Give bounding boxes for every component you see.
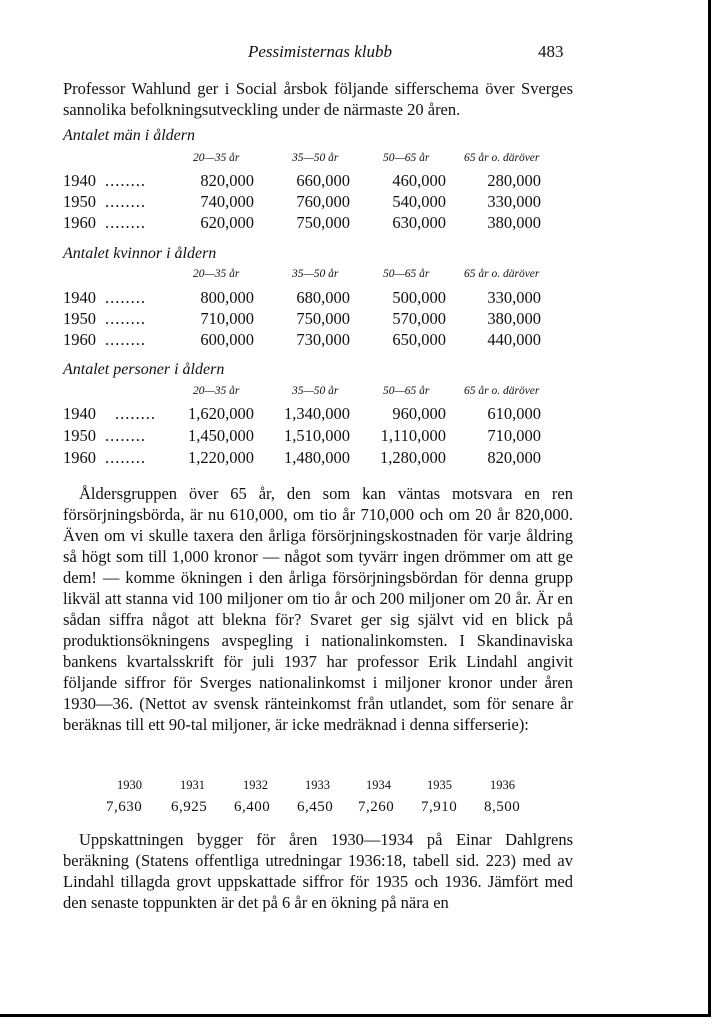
row-dots: ........ bbox=[105, 309, 146, 328]
row-year: 1960 bbox=[63, 213, 96, 232]
cell-value: 600,000 bbox=[200, 330, 254, 349]
cell-value: 540,000 bbox=[392, 192, 446, 211]
col-head-50-65: 50—65 år bbox=[383, 385, 430, 397]
row-dots: ........ bbox=[105, 192, 146, 211]
cell-value: 380,000 bbox=[487, 309, 541, 328]
row-dots: ........ bbox=[115, 404, 156, 423]
cell-value: 610,000 bbox=[487, 404, 541, 423]
body-paragraph-2: Åldersgruppen över 65 år, den som kan väntas motsvara en ren försörjningsbörda, är nu 610,000, om tio år 710,000 och om 20 år 820,000. Även om vi skulle taxera den årliga försörjningskostnaden för varje åldring så högt som till 1,000 kronor — något som tyvärr ingen drömmer om att ge dem! — komme ökningen i den årliga försörjningsbördan för denna grupp likväl att stanna vid 100 miljoner om tio år och 200 miljoner om 20 år. Är en sådan siffra något att blekna för? Svaret ger sig självt vid en blick på produktionsökningens avspegling i nationalinkomsten. I Skandinaviska bankens kvartalsskrift för juli 1937 har professor Erik Lindahl angivit följande siffror för Sverges nationalinkomst i miljoner kronor under åren 1930—36. (Nettot av svensk ränteinkomst från utlandet, som för senare år beräknas till ett 90-tal miljoner, är icke medräknad i denna sifferserie): bbox=[63, 484, 573, 734]
col-head-65-plus: 65 år o. däröver bbox=[464, 268, 540, 280]
row-year: 1940 bbox=[63, 171, 96, 190]
income-value: 6,400 bbox=[234, 799, 271, 815]
cell-value: 730,000 bbox=[296, 330, 350, 349]
cell-value: 820,000 bbox=[200, 171, 254, 190]
cell-value: 740,000 bbox=[200, 192, 254, 211]
row-dots: ........ bbox=[105, 426, 146, 445]
income-year: 1930 bbox=[117, 778, 142, 792]
cell-value: 1,280,000 bbox=[380, 448, 446, 467]
row-dots: ........ bbox=[105, 448, 146, 467]
row-year: 1950 bbox=[63, 192, 96, 211]
cell-value: 500,000 bbox=[392, 288, 446, 307]
income-value: 6,450 bbox=[297, 799, 334, 815]
cell-value: 330,000 bbox=[487, 192, 541, 211]
income-year: 1931 bbox=[180, 778, 205, 792]
row-dots: ........ bbox=[105, 171, 146, 190]
row-year: 1950 bbox=[63, 426, 96, 445]
cell-value: 630,000 bbox=[392, 213, 446, 232]
cell-value: 380,000 bbox=[487, 213, 541, 232]
row-dots: ........ bbox=[105, 330, 146, 349]
cell-value: 440,000 bbox=[487, 330, 541, 349]
cell-value: 1,110,000 bbox=[380, 426, 446, 445]
col-head-50-65: 50—65 år bbox=[383, 152, 430, 164]
income-value: 7,260 bbox=[358, 799, 395, 815]
cell-value: 800,000 bbox=[200, 288, 254, 307]
cell-value: 280,000 bbox=[487, 171, 541, 190]
income-value: 7,910 bbox=[421, 799, 458, 815]
cell-value: 750,000 bbox=[296, 309, 350, 328]
col-head-20-35: 20—35 år bbox=[193, 152, 240, 164]
section-title-men: Antalet män i åldern bbox=[63, 127, 195, 144]
cell-value: 1,220,000 bbox=[188, 448, 254, 467]
page-number: 483 bbox=[538, 42, 564, 61]
income-value: 7,630 bbox=[106, 799, 143, 815]
col-head-65-plus: 65 år o. däröver bbox=[464, 152, 540, 164]
cell-value: 460,000 bbox=[392, 171, 446, 190]
cell-value: 660,000 bbox=[296, 171, 350, 190]
col-head-35-50: 35—50 år bbox=[292, 268, 339, 280]
income-year: 1932 bbox=[243, 778, 268, 792]
row-year: 1960 bbox=[63, 330, 96, 349]
cell-value: 1,510,000 bbox=[284, 426, 350, 445]
income-value: 6,925 bbox=[171, 799, 208, 815]
row-year: 1950 bbox=[63, 309, 96, 328]
intro-paragraph: Professor Wahlund ger i Social årsbok följande sifferschema över Sverges sannolika befolkningsutveckling under de närmaste 20 åren. bbox=[63, 79, 573, 119]
cell-value: 1,480,000 bbox=[284, 448, 350, 467]
cell-value: 1,620,000 bbox=[188, 404, 254, 423]
income-year: 1933 bbox=[305, 778, 330, 792]
cell-value: 820,000 bbox=[487, 448, 541, 467]
cell-value: 1,450,000 bbox=[188, 426, 254, 445]
cell-value: 710,000 bbox=[200, 309, 254, 328]
income-year: 1935 bbox=[427, 778, 452, 792]
cell-value: 620,000 bbox=[200, 213, 254, 232]
row-dots: ........ bbox=[105, 213, 146, 232]
cell-value: 710,000 bbox=[487, 426, 541, 445]
cell-value: 330,000 bbox=[487, 288, 541, 307]
cell-value: 960,000 bbox=[392, 404, 446, 423]
cell-value: 570,000 bbox=[392, 309, 446, 328]
col-head-35-50: 35—50 år bbox=[292, 152, 339, 164]
income-value: 8,500 bbox=[484, 799, 521, 815]
income-year: 1934 bbox=[366, 778, 391, 792]
row-dots: ........ bbox=[105, 288, 146, 307]
cell-value: 750,000 bbox=[296, 213, 350, 232]
cell-value: 760,000 bbox=[296, 192, 350, 211]
running-title: Pessimisternas klubb bbox=[247, 42, 393, 61]
cell-value: 650,000 bbox=[392, 330, 446, 349]
col-head-50-65: 50—65 år bbox=[383, 268, 430, 280]
row-year: 1940 bbox=[63, 404, 96, 423]
col-head-35-50: 35—50 år bbox=[292, 385, 339, 397]
income-year: 1936 bbox=[490, 778, 515, 792]
cell-value: 1,340,000 bbox=[284, 404, 350, 423]
col-head-20-35: 20—35 år bbox=[193, 385, 240, 397]
body-paragraph-3: Uppskattningen bygger för åren 1930—1934 på Einar Dahlgrens beräkning (Statens offentliga utredningar 1936:18, tabell sid. 223) med av Lindahl tillagda grovt uppskattade siffror för 1935 och 1936. Jämfört med den senaste toppunkten är det på 6 år en ökning på nära en bbox=[63, 830, 573, 912]
page-header bbox=[0, 42, 711, 66]
cell-value: 680,000 bbox=[296, 288, 350, 307]
col-head-65-plus: 65 år o. däröver bbox=[464, 385, 540, 397]
section-title-women: Antalet kvinnor i åldern bbox=[63, 245, 217, 262]
row-year: 1940 bbox=[63, 288, 96, 307]
section-title-persons: Antalet personer i åldern bbox=[63, 361, 225, 378]
col-head-20-35: 20—35 år bbox=[193, 268, 240, 280]
row-year: 1960 bbox=[63, 448, 96, 467]
